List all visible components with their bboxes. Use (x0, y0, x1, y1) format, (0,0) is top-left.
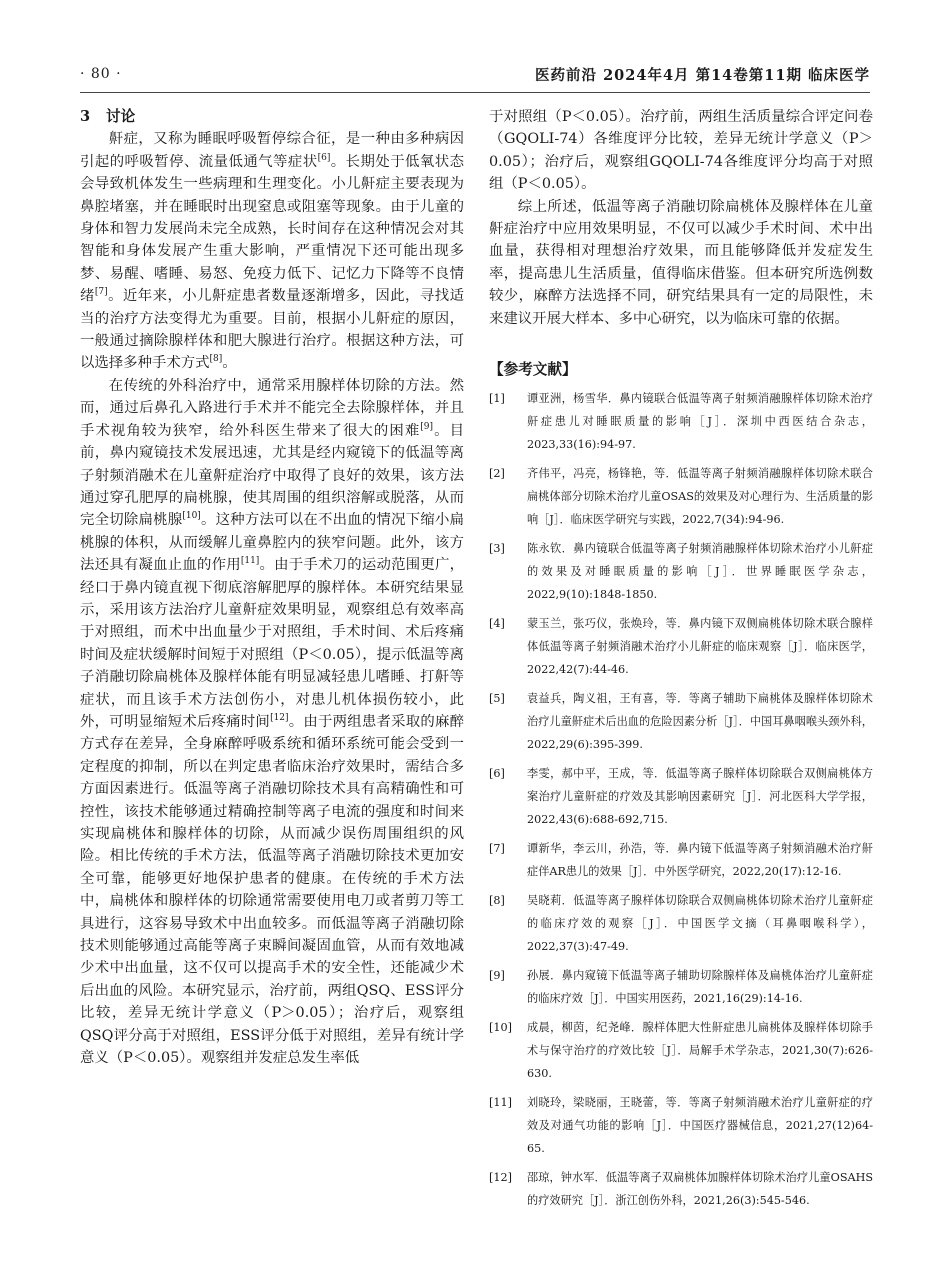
reference-list (489, 387, 873, 1212)
reference-number: [1] (489, 392, 505, 406)
reference-item (489, 537, 873, 606)
references-heading: 【参考文献】 (489, 361, 577, 379)
reference-text: 谭新华，李云川，孙浩，等．鼻内镜下低温等离子射频消融术治疗鼾症伴AR患儿的效果［J］．中外医学研究，2022,20(17):12-16. (527, 842, 873, 879)
reference-text: 陈永钦．鼻内镜联合低温等离子射频消融腺样体切除术治疗小儿鼾症的效果及对睡眠质量的影响［J］．世界睡眠医学杂志，2022,9(10):1848-1850. (527, 542, 873, 602)
reference-text: 李雯，郝中平，王成，等．低温等离子腺样体切除联合双侧扁桃体方案治疗儿童鼾症的疗效及其影响因素研究［J］．河北医科大学学报，2022,43(6):688-692,715. (527, 767, 873, 827)
reference-text: 袁益兵，陶义祖，王有喜，等．等离子辅助下扁桃体及腺样体切除术治疗儿童鼾症术后出血的危险因素分析［J］．中国耳鼻咽喉头颈外科，2022,29(6):395-399. (527, 692, 873, 752)
reference-text: 蒙玉兰，张巧仪，张焕玲，等．鼻内镜下双侧扁桃体切除术联合腺样体低温等离子射频消融术治疗小儿鼾症的临床观察［J］．临床医学，2022,42(7):44-46. (527, 617, 873, 677)
citation: [7] (94, 287, 108, 298)
reference-number: [5] (489, 692, 505, 706)
reference-text: 孙展．鼻内窥镜下低温等离子辅助切除腺样体及扁桃体治疗儿童鼾症的临床疗效［J］．中国实用医药，2021,16(29):14-16. (527, 969, 873, 1006)
reference-item (489, 687, 873, 756)
citation: [6] (317, 153, 331, 164)
section-number: 3 (80, 108, 91, 125)
reference-item (489, 387, 873, 456)
citation: [8] (209, 354, 223, 365)
running-header (80, 62, 870, 88)
reference-number: [4] (489, 617, 505, 631)
reference-item (489, 964, 873, 1010)
header-rule (80, 92, 870, 93)
citation: [9] (420, 421, 434, 432)
left-column (80, 106, 464, 1069)
body-paragraph: 鼾症，又称为睡眠呼吸暂停综合征，是一种由多种病因引起的呼吸暂停、流量低通气等症状[6]。长期处于低氧状态会导致机体发生一些病理和生理变化。小儿鼾症主要表现为鼻腔堵塞，并在睡眠时出现窒息或阻塞等现象。由于儿童的身体和智力发展尚未完全成熟，长时间存在这种情况会对其智能和身体发展产生重大影响，严重情况下还可能出现多梦、易醒、嗜睡、易怒、免疫力低下、记忆力下降等不良情绪[7]。近年来，小儿鼾症患者数量逐渐增多，因此，寻找适当的治疗方法变得尤为重要。目前，根据小儿鼾症的原因，一般通过摘除腺样体和肥大腺进行治疗。根据这种方法，可以选择多种手术方式[8]。 (80, 131, 464, 372)
reference-text: 刘晓玲，梁晓丽，王晓蕾，等．等离子射频消融术治疗儿童鼾症的疗效及对通气功能的影响［J］．中国医疗器械信息，2021,27(12)64-65. (527, 1096, 873, 1156)
reference-number: [8] (489, 894, 505, 908)
reference-text: 齐伟平，冯亮，杨锋艳，等．低温等离子射频消融腺样体切除术联合扁桃体部分切除术治疗儿童OSAS的效果及对心理行为、生活质量的影响［J］．临床医学研究与实践，2022,7(34):94-96. (527, 467, 873, 527)
reference-item (489, 889, 873, 958)
reference-number: [11] (489, 1096, 512, 1110)
body-paragraph: 在传统的外科治疗中，通常采用腺样体切除的方法。然而，通过后鼻孔入路进行手术并不能完全去除腺样体，并且手术视角较为狭窄，给外科医生带来了很大的困难[9]。目前，鼻内窥镜技术发展迅速，尤其是经内窥镜下的低温等离子射频消融术在儿童鼾症治疗中取得了良好的效果，该方法通过穿孔肥厚的扁桃腺，使其周围的组织溶解或脱落，从而完全切除扁桃腺[10]。这种方法可以在不出血的情况下缩小扁桃腺的体积，从而缓解儿童鼻腔内的狭窄问题。此外，该方法还具有凝血止血的作用[11]。由于手术刀的运动范围更广，经口于鼻内镜直视下彻底溶解肥厚的腺样体。本研究结果显示，采用该方法治疗儿童鼾症效果明显，观察组总有效率高于对照组，而术中出血量少于对照组，手术时间、术后疼痛时间及症状缓解时间短于对照组（P＜0.05），提示低温等离子消融切除扁桃体及腺样体能有明显减轻患儿嗜睡、打鼾等症状，而且该手术方法创伤小，对患儿机体损伤较小，此外，可明显缩短术后疼痛时间[12]。由于两组患者采取的麻醉方式存在差异，全身麻醉呼吸系统和循环系统可能会受到一定程度的抑制，所以在判定患者临床治疗效果时，需结合多方面因素进行。低温等离子消融切除技术具有高精确性和可控性，该技术能够通过精确控制等离子电流的强度和时间来实现扁桃体和腺样体的切除，从而减少误伤周围组织的风险。相比传统的手术方法，低温等离子消融切除技术更加安全可靠，能够更好地保护患者的健康。在传统的手术方法中，扁桃体和腺样体的切除通常需要使用电刀或者剪刀等工具进行，这容易导致术中出血较多。而低温等离子消融切除技术则能够通过高能等离子束瞬间凝固血管，从而有效地减少术中出血量，这不仅可以提高手术的安全性，还能减少术后出血的风险。本研究显示，治疗前，两组QSQ、ESS评分比较，差异无统计学意义（P＞0.05）；治疗后，观察组QSQ评分高于对照组，ESS评分低于对照组，差异有统计学意义（P＜0.05）。观察组并发症总发生率低 (80, 377, 464, 1067)
reference-text: 谭亚洲，杨雪华．鼻内镜联合低温等离子射频消融腺样体切除术治疗鼾症患儿对睡眠质量的影响［J］．深圳中西医结合杂志，2023,33(16):94-97. (527, 392, 873, 452)
citation: [11] (240, 556, 260, 567)
reference-number: [7] (489, 842, 505, 856)
reference-item (489, 1091, 873, 1160)
page-number: · 80 · (80, 66, 122, 82)
reference-number: [6] (489, 767, 505, 781)
reference-number: [9] (489, 969, 505, 983)
reference-number: [2] (489, 467, 505, 481)
reference-item (489, 1016, 873, 1085)
reference-text: 邵琼，钟水军．低温等离子双扁桃体加腺样体切除术治疗儿童OSAHS的疗效研究［J］．浙江创伤外科，2021,26(3):545-546. (527, 1171, 873, 1208)
citation: [10] (182, 511, 201, 522)
reference-item (489, 837, 873, 883)
section-heading (80, 106, 464, 128)
right-column (489, 106, 873, 1218)
section-title: 讨论 (106, 108, 136, 125)
body-paragraph: 综上所述，低温等离子消融切除扁桃体及腺样体在儿童鼾症治疗中应用效果明显，不仅可以减少手术时间、术中出血量，获得相对理想治疗效果，而且能够降低并发症发生率，提高患儿生活质量，值得临床借鉴。但本研究所选例数较少，麻醉方法选择不同，研究结果具有一定的局限性，未来建议开展大样本、多中心研究，以为临床可靠的依据。 (489, 198, 873, 327)
reference-number: [12] (489, 1171, 512, 1185)
reference-text: 吴晓莉．低温等离子腺样体切除联合双侧扁桃体切除术治疗儿童鼾症的临床疗效的观察［J］．中国医学文摘（耳鼻咽喉科学），2022,37(3):47-49. (527, 894, 873, 954)
reference-item (489, 612, 873, 681)
journal-info: 医药前沿 2024年4月 第14卷第11期 临床医学 (535, 67, 870, 84)
reference-item (489, 462, 873, 531)
reference-number: [10] (489, 1021, 512, 1035)
body-paragraph: 于对照组（P＜0.05）。治疗前，两组生活质量综合评定问卷（GQOLI-74）各维度评分比较，差异无统计学意义（P＞0.05）；治疗后，观察组GQOLI-74各维度评分均高于对照组（P＜0.05）。 (489, 109, 873, 193)
reference-item (489, 762, 873, 831)
citation: [12] (270, 713, 289, 724)
reference-item (489, 1166, 873, 1212)
reference-text: 成晨，柳茵，纪尧峰．腺样体肥大性鼾症患儿扁桃体及腺样体切除手术与保守治疗的疗效比较［J］．局解手术学杂志，2021,30(7):626-630. (527, 1021, 873, 1081)
reference-number: [3] (489, 542, 505, 556)
